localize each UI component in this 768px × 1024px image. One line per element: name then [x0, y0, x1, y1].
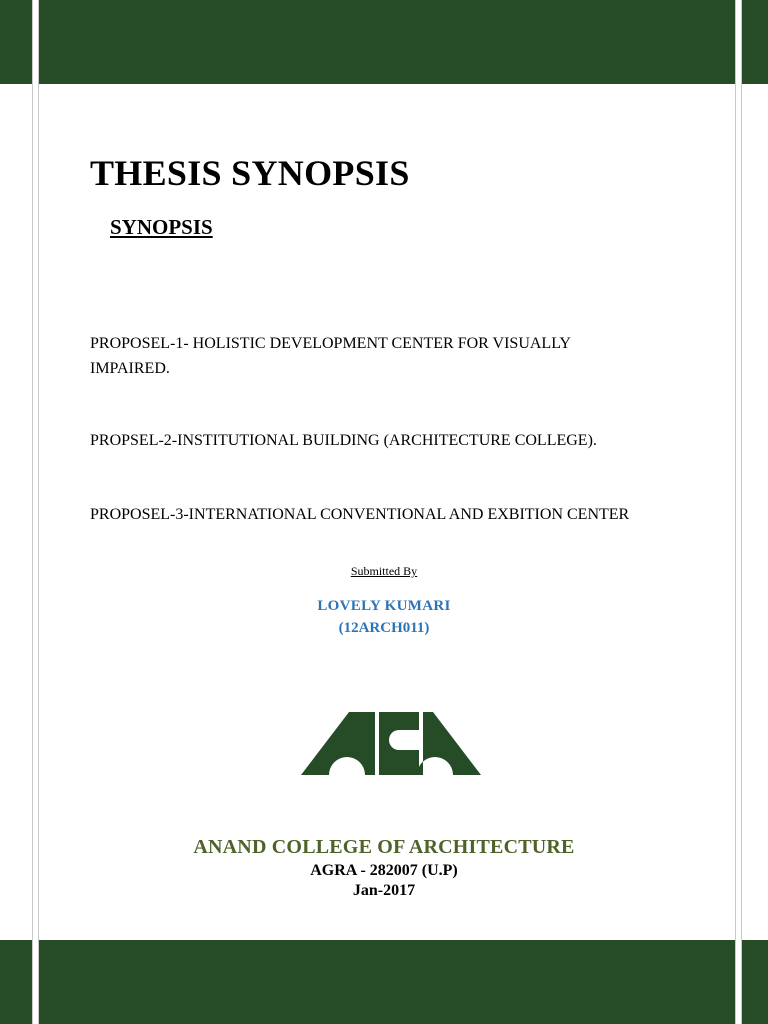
header-band — [0, 0, 768, 84]
author-id: (12ARCH011) — [338, 620, 430, 636]
proposal-2: PROPSEL-2-INSTITUTIONAL BUILDING (ARCHITECTURE COLLEGE). — [90, 432, 597, 449]
document-title: THESIS SYNOPSIS — [90, 153, 410, 193]
document-subtitle: SYNOPSIS — [110, 215, 213, 239]
college-address: AGRA - 282007 (U.P) — [310, 862, 458, 879]
submitted-by-label: Submitted By — [350, 564, 418, 578]
submission-date: Jan-2017 — [352, 882, 416, 899]
college-name: ANAND COLLEGE OF ARCHITECTURE — [193, 836, 575, 858]
author-name: LOVELY KUMARI — [317, 598, 451, 614]
college-logo — [299, 706, 483, 778]
proposal-3: PROPOSEL-3-INTERNATIONAL CONVENTIONAL AND EXBITION CENTER — [90, 506, 630, 523]
proposal-1: PROPOSEL-1- HOLISTIC DEVELOPMENT CENTER FOR VISUALLY IMPAIRED. — [90, 335, 571, 377]
footer-band — [0, 940, 768, 1024]
